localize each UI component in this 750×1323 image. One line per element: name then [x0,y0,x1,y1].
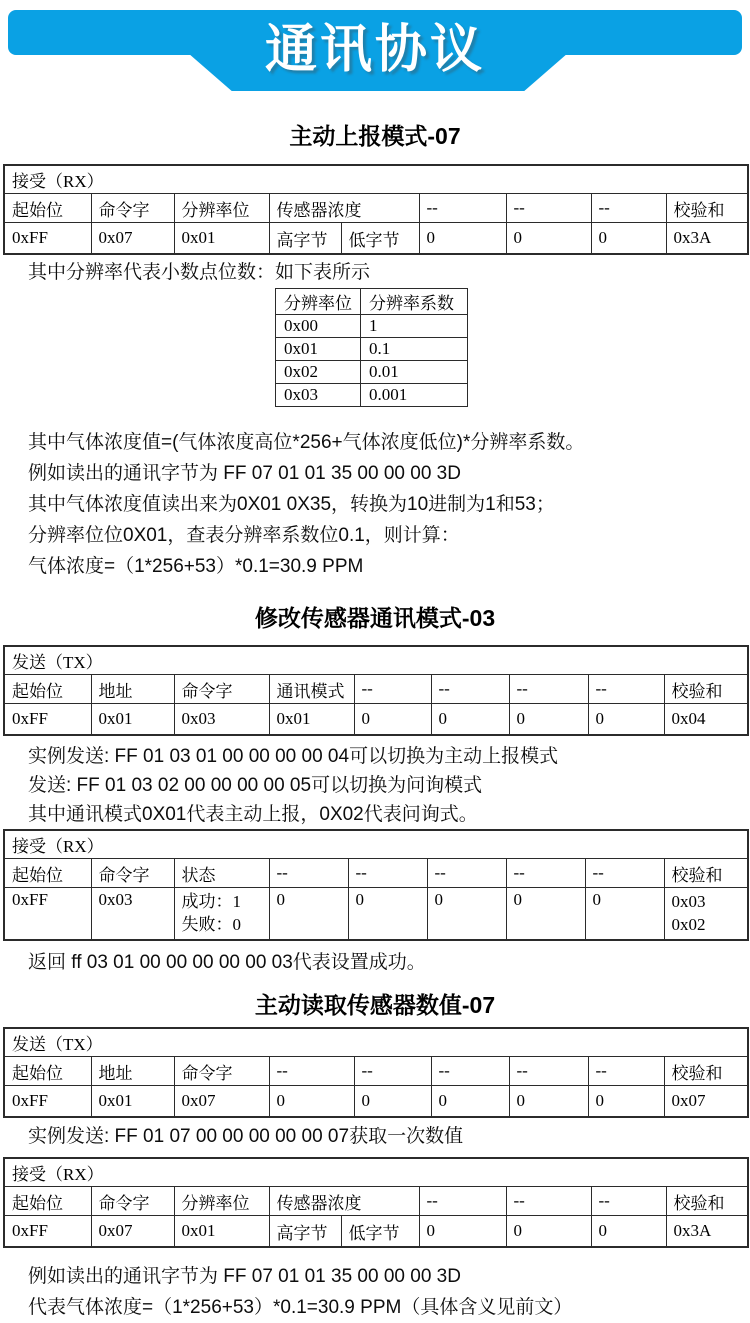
column-header: -- [585,859,664,888]
rx-table-active-report [3,164,749,255]
table-label: 接受（RX） [4,1158,748,1187]
column-header: -- [269,1057,354,1086]
column-header: 分辨率位 [276,289,361,315]
column-header: -- [506,859,585,888]
send-example-note: 实例发送: FF 01 07 00 00 00 00 00 07获取一次数值 [28,1126,464,1147]
column-header: 状态 [174,859,269,888]
value-cell: 0xFF [4,704,91,736]
return-note: 返回 ff 03 01 00 00 00 00 00 03代表设置成功。 [28,952,426,973]
column-header: 起始位 [4,675,91,704]
column-header: 起始位 [4,859,91,888]
section-title-active-report: 主动上报模式-07 [289,123,461,149]
status-cell [174,888,269,941]
paragraph-line: 气体浓度=（1*256+53）*0.1=30.9 PPM [28,556,364,577]
value-cell: 0x07 [664,1086,748,1118]
column-header: -- [419,194,506,223]
column-header: -- [591,194,666,223]
table-label: 发送（TX） [4,646,748,675]
column-header: -- [588,1057,664,1086]
rx-table-read-value [3,1157,749,1248]
value-cell: 0x01 [276,338,361,361]
status-line: 成功：1 [181,892,241,911]
tx-table-change-mode [3,645,749,736]
column-header: -- [427,859,506,888]
column-header: 校验和 [666,194,748,223]
value-cell: 0 [588,704,664,736]
value-cell: 0xFF [4,223,91,255]
column-header: 地址 [91,1057,174,1086]
column-header: -- [354,675,431,704]
column-header: -- [506,1187,591,1216]
column-header: -- [431,675,509,704]
section-title-change-mode: 修改传感器通讯模式-03 [254,605,496,631]
value-cell: 0xFF [4,1216,91,1248]
column-header: 分辨率位 [174,1187,269,1216]
column-header: -- [509,1057,588,1086]
value-cell: 0x07 [174,1086,269,1118]
column-header: -- [354,1057,431,1086]
column-header: 校验和 [666,1187,748,1216]
column-header: 命令字 [174,1057,269,1086]
paragraph-line: 其中气体浓度值读出来为0X01 0X35，转换为10进制为1和53； [28,494,555,515]
value-cell: 低字节 [341,1216,419,1248]
column-header: 起始位 [4,1187,91,1216]
column-header: -- [419,1187,506,1216]
closing-paragraph [28,1261,750,1323]
paragraph-line: 其中通讯模式0X01代表主动上报，0X02代表问询式。 [28,804,478,825]
checksum-cell [664,888,748,941]
column-header: -- [588,675,664,704]
column-header: 起始位 [4,1057,91,1086]
column-header: 校验和 [664,675,748,704]
page-title: 通讯协议 [264,21,485,79]
value-cell: 0x01 [174,1216,269,1248]
value-cell: 0 [591,223,666,255]
value-cell: 0 [506,223,591,255]
value-cell: 0 [354,704,431,736]
value-cell: 0x3A [666,1216,748,1248]
column-header: -- [431,1057,509,1086]
section-title-read-value: 主动读取传感器数值-07 [254,992,496,1018]
paragraph-line: 代表气体浓度=（1*256+53）*0.1=30.9 PPM（具体含义见前文） [28,1297,573,1318]
column-header: 分辨率系数 [361,289,468,315]
table-label: 接受（RX） [4,165,748,194]
rx-table-change-mode [3,829,749,941]
column-header: 分辨率位 [174,194,269,223]
value-cell: 0 [585,888,664,941]
value-cell: 0x3A [666,223,748,255]
value-cell: 0xFF [4,888,91,941]
value-cell: 0x03 [276,384,361,407]
header-banner [0,0,750,96]
value-cell: 0 [431,704,509,736]
value-cell: 0 [419,1216,506,1248]
column-header: 传感器浓度 [269,194,419,223]
value-cell: 0x00 [276,315,361,338]
value-cell: 0x01 [91,704,174,736]
table-label: 发送（TX） [4,1028,748,1057]
paragraph-line: 分辨率位位0X01，查表分辨率系数位0.1，则计算： [28,525,460,546]
paragraph-line: 例如读出的通讯字节为 FF 07 01 01 35 00 00 00 3D [28,1266,461,1287]
value-cell: 0 [509,1086,588,1118]
value-cell: 0.1 [361,338,468,361]
column-header: 通讯模式 [269,675,354,704]
value-cell: 0 [354,1086,431,1118]
paragraph-line: 发送: FF 01 03 02 00 00 00 00 05可以切换为问询模式 [28,775,483,796]
value-cell: 0 [269,888,348,941]
column-header: 命令字 [91,1187,174,1216]
checksum-line: 0x03 [671,892,706,911]
value-cell: 0 [269,1086,354,1118]
value-cell: 1 [361,315,468,338]
column-header: 命令字 [174,675,269,704]
value-cell: 0 [588,1086,664,1118]
column-header: 传感器浓度 [269,1187,419,1216]
value-cell: 0x07 [91,1216,174,1248]
resolution-note: 其中分辨率代表小数点位数：如下表所示 [28,262,371,283]
value-cell: 0 [431,1086,509,1118]
value-cell: 0 [591,1216,666,1248]
value-cell: 0.001 [361,384,468,407]
value-cell: 低字节 [341,223,419,255]
value-cell: 0x03 [91,888,174,941]
value-cell: 0xFF [4,1086,91,1118]
paragraph-line: 实例发送: FF 01 03 01 00 00 00 00 04可以切换为主动上报模式 [28,746,559,767]
column-header: 起始位 [4,194,91,223]
value-cell: 0x01 [91,1086,174,1118]
value-cell: 0x01 [269,704,354,736]
column-header: -- [591,1187,666,1216]
column-header: 命令字 [91,859,174,888]
value-cell: 0 [506,888,585,941]
value-cell: 0x03 [174,704,269,736]
column-header: -- [509,675,588,704]
column-header: 校验和 [664,1057,748,1086]
column-header: 地址 [91,675,174,704]
value-cell: 0x01 [174,223,269,255]
value-cell: 0 [509,704,588,736]
paragraph-line: 例如读出的通讯字节为 FF 07 01 01 35 00 00 00 3D [28,463,461,484]
column-header: -- [348,859,427,888]
value-cell: 0 [348,888,427,941]
value-cell: 0x04 [664,704,748,736]
value-cell: 0 [419,223,506,255]
column-header: -- [506,194,591,223]
example-paragraph [28,742,750,829]
value-cell: 高字节 [269,223,341,255]
value-cell: 0 [506,1216,591,1248]
value-cell: 高字节 [269,1216,341,1248]
table-label: 接受（RX） [4,830,748,859]
column-header: -- [269,859,348,888]
paragraph-line: 其中气体浓度值=(气体浓度高位*256+气体浓度低位)*分辨率系数。 [28,432,585,453]
value-cell: 0x02 [276,361,361,384]
tx-table-read-value [3,1027,749,1118]
status-line: 失败：0 [181,915,241,934]
value-cell: 0.01 [361,361,468,384]
column-header: 校验和 [664,859,748,888]
value-cell: 0x07 [91,223,174,255]
column-header: 命令字 [91,194,174,223]
resolution-table [275,288,468,407]
value-cell: 0 [427,888,506,941]
checksum-line: 0x02 [671,915,706,934]
explanation-paragraph [28,427,750,582]
